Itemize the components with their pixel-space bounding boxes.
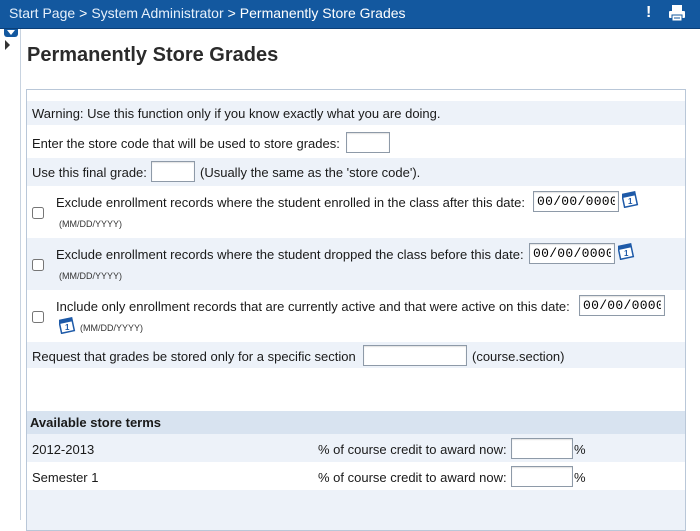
- include-active-row: [27, 290, 685, 342]
- store-term-row: [27, 434, 685, 462]
- percent-sign: %: [574, 442, 586, 457]
- calendar-icon[interactable]: [618, 243, 635, 260]
- include-active-label: Include only enrollment records that are currently active and that were active on this date:: [56, 299, 570, 314]
- spacer-row: [27, 490, 685, 530]
- exclude-enrolled-date-input[interactable]: [533, 191, 619, 212]
- svg-text:1: 1: [628, 197, 633, 206]
- section-row: [27, 342, 685, 368]
- section-input[interactable]: [363, 345, 467, 366]
- credit-label: % of course credit to award now:: [318, 470, 507, 485]
- date-format-hint: (MM/DD/YYYY): [80, 323, 143, 333]
- include-active-date-input[interactable]: [579, 295, 665, 316]
- warning-row: [27, 101, 685, 125]
- exclude-dropped-checkbox[interactable]: [32, 259, 44, 271]
- breadcrumb-start-page-link[interactable]: Start Page: [9, 5, 76, 21]
- final-grade-label: Use this final grade:: [32, 165, 147, 180]
- exclude-dropped-row: [27, 238, 685, 290]
- exclude-enrolled-row: [27, 187, 685, 238]
- section-note: (course.section): [472, 349, 565, 364]
- warning-text: Warning: Use this function only if you know exactly what you are doing.: [32, 106, 441, 121]
- exclude-enrolled-label: Exclude enrollment records where the student enrolled in the class after this date:: [56, 195, 525, 210]
- exclude-dropped-label: Exclude enrollment records where the student dropped the class before this date:: [56, 247, 524, 262]
- percent-sign: %: [574, 470, 586, 485]
- breadcrumb-system-administrator-link[interactable]: System Administrator: [91, 5, 224, 21]
- breadcrumb: [9, 5, 406, 21]
- store-term-name: 2012-2013: [32, 442, 95, 457]
- alert-icon[interactable]: !: [646, 4, 652, 21]
- breadcrumb-separator: >: [227, 5, 236, 21]
- svg-text:1: 1: [624, 249, 629, 258]
- store-code-label: Enter the store code that will be used to store grades:: [32, 136, 340, 151]
- svg-text:1: 1: [65, 323, 70, 332]
- final-grade-note: (Usually the same as the 'store code').: [200, 165, 421, 180]
- breadcrumb-current-page: Permanently Store Grades: [239, 5, 406, 21]
- store-terms-header: [27, 411, 685, 434]
- final-grade-row: [27, 158, 685, 186]
- calendar-icon[interactable]: [622, 191, 639, 208]
- left-navigation-strip: [0, 29, 21, 520]
- store-grades-form: [26, 89, 686, 531]
- final-grade-input[interactable]: [151, 161, 195, 182]
- page-title: Permanently Store Grades: [27, 44, 279, 66]
- expand-menu-arrow-icon[interactable]: [5, 40, 10, 50]
- store-term-row: [27, 462, 685, 490]
- collapse-header-button[interactable]: [4, 29, 18, 37]
- credit-percent-input[interactable]: [511, 438, 573, 459]
- calendar-icon[interactable]: [59, 317, 76, 334]
- exclude-enrolled-checkbox[interactable]: [32, 207, 44, 219]
- date-format-hint: (MM/DD/YYYY): [59, 271, 122, 281]
- printer-icon[interactable]: [668, 4, 686, 22]
- store-code-row: [27, 130, 685, 156]
- include-active-checkbox[interactable]: [32, 311, 44, 323]
- credit-percent-input[interactable]: [511, 466, 573, 487]
- breadcrumb-separator: >: [79, 5, 88, 21]
- exclude-dropped-date-input[interactable]: [529, 243, 615, 264]
- section-label: Request that grades be stored only for a specific section: [32, 349, 356, 364]
- store-terms-heading: Available store terms: [30, 415, 162, 430]
- top-navigation-bar: [0, 0, 700, 29]
- credit-label: % of course credit to award now:: [318, 442, 507, 457]
- store-term-name: Semester 1: [32, 470, 99, 485]
- date-format-hint: (MM/DD/YYYY): [59, 219, 122, 229]
- store-code-input[interactable]: [346, 132, 390, 153]
